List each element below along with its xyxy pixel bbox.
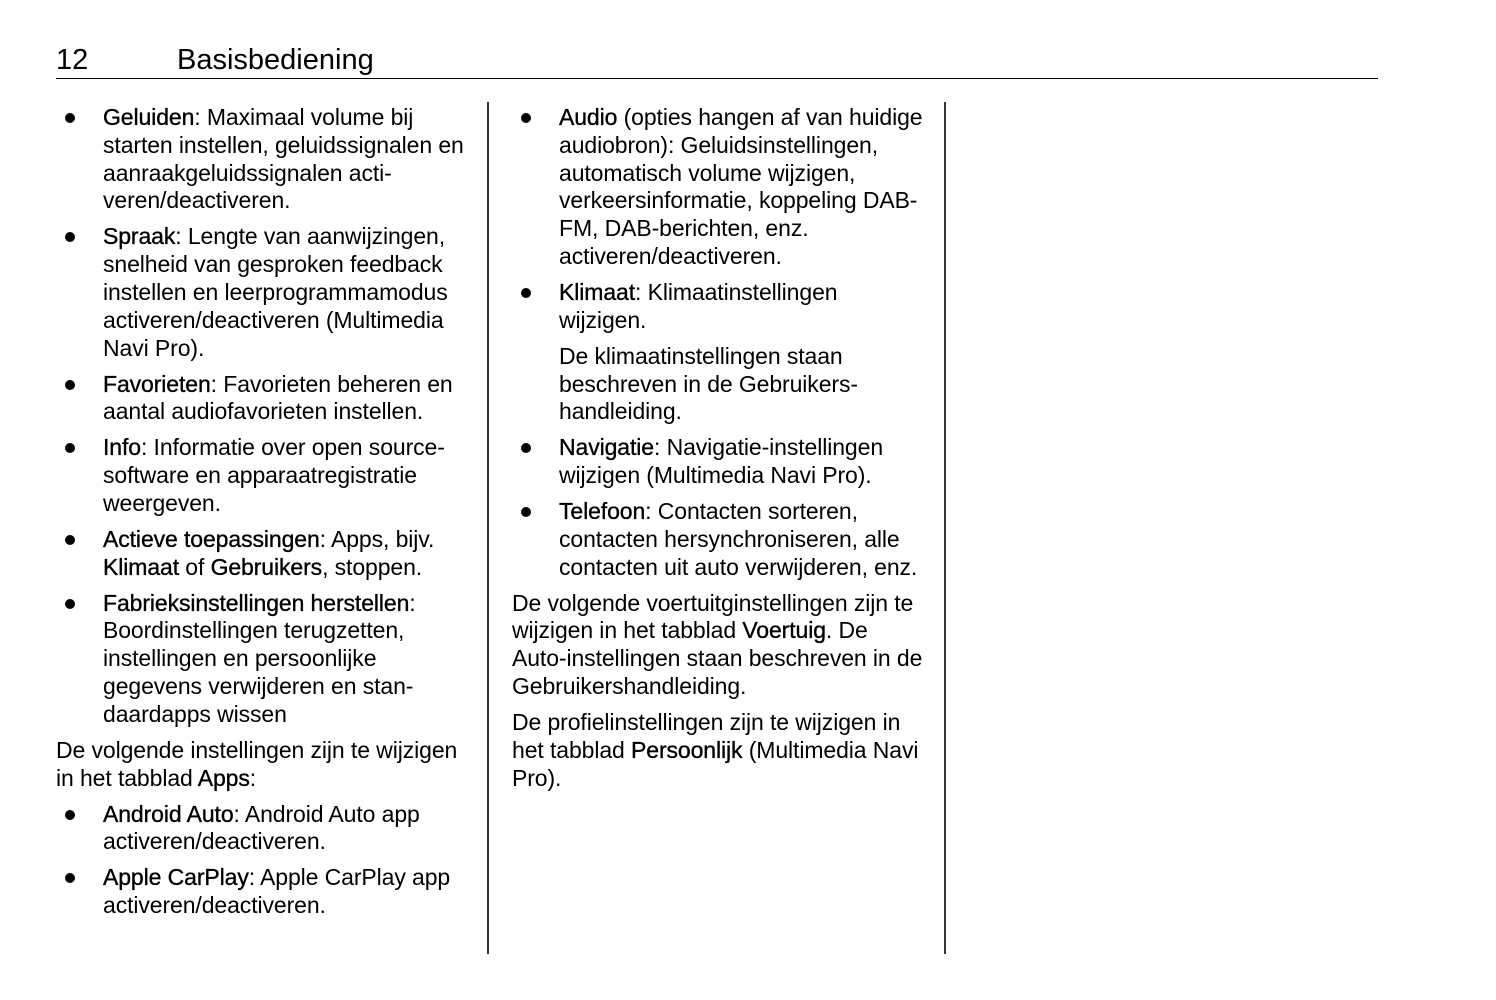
- list-item: [56, 526, 468, 582]
- paragraph-text: De profielinstellingen zijn te wijzigen in het tabblad: [512, 709, 901, 763]
- item-text: : Lengte van aanwijzingen, snelheid van gesproken feedback instellen en leerprogrammamodus activeren/deactiveren (Multimedia Navi Pro).: [103, 223, 448, 361]
- paragraph-text: :: [249, 764, 257, 791]
- bullet-icon: [65, 113, 75, 123]
- item-text: : Boordinstellingen terugzetten, instellingen en persoonlijke gegevens verwijderen en standaardapps wissen: [103, 589, 416, 727]
- bullet-icon: [65, 232, 75, 242]
- item-text: : Klimaatinstellingen wijzigen.: [559, 278, 838, 333]
- term: Android Auto: [103, 800, 234, 827]
- bullet-icon: [521, 507, 531, 517]
- bullet-icon: [65, 535, 75, 545]
- bullet-icon: [521, 113, 531, 123]
- item-text: (opties hangen af van huidige audiobron): Geluidsinstellingen, automatisch volume wijzigen, verkeersinformatie, koppeling DAB-FM, DAB-berichten, enz. activeren/deactiveren.: [559, 104, 923, 269]
- item-text: : Maximaal volume bij starten instellen, geluidssignalen en aanraakgeluidssignalen activeren/deactiveren.: [103, 104, 464, 214]
- bullet-icon: [65, 443, 75, 453]
- list-item: [56, 434, 468, 517]
- list-item: [56, 864, 468, 920]
- settings-list: [512, 104, 924, 582]
- bullet-icon: [65, 380, 75, 390]
- left-column: [56, 104, 468, 928]
- item-text: : Navigatie-instellingen wijzigen (Multimedia Navi Pro).: [559, 434, 884, 489]
- item-note: De klimaatinstellingen staan beschreven in de Gebruikershandleiding.: [559, 342, 859, 425]
- term: Klimaat: [103, 553, 179, 580]
- list-item: [56, 223, 468, 362]
- term: Gebruikers: [210, 553, 323, 580]
- column-divider: [944, 102, 946, 954]
- list-item: [512, 279, 924, 426]
- term: Spraak: [103, 223, 176, 250]
- bullet-icon: [521, 288, 531, 298]
- apps-list: [56, 801, 468, 920]
- middle-column: [512, 104, 924, 801]
- paragraph-text: De volgende instellingen zijn te wijzigen in het tabblad: [56, 736, 458, 791]
- page-title: Basisbediening: [177, 44, 374, 76]
- item-text: : Favorieten beheren en aantal audiofavorieten instellen.: [103, 370, 453, 425]
- item-text: of: [179, 553, 211, 580]
- bullet-icon: [65, 873, 75, 883]
- item-text: : Informatie over open source-software en apparaatregistratie weergeven.: [103, 434, 445, 516]
- list-item: [56, 801, 468, 857]
- bullet-icon: [521, 443, 531, 453]
- item-text: : Android Auto app activeren/deactiveren.: [103, 800, 420, 855]
- term: Favorieten: [103, 370, 211, 397]
- bullet-icon: [65, 599, 75, 609]
- paragraph: [512, 590, 924, 701]
- item-text: : Contacten sorteren, contacten hersynchroniseren, alle contacten uit auto verwijderen, enz.: [559, 498, 918, 580]
- term: Apps: [197, 764, 250, 791]
- term: Persoonlijk: [631, 736, 743, 763]
- paragraph-text: (Multimedia Navi Pro).: [512, 736, 919, 791]
- term: Klimaat: [559, 278, 635, 305]
- item-text: , stoppen.: [322, 553, 423, 580]
- list-item: [56, 104, 468, 215]
- column-divider: [487, 102, 489, 954]
- term: Apple CarPlay: [103, 864, 249, 891]
- list-item: [56, 371, 468, 427]
- page-number: 12: [56, 44, 89, 76]
- list-item: [512, 104, 924, 271]
- paragraph-text: De volgende voertuitginstellingen zijn te wijzigen in het tabblad: [512, 589, 914, 644]
- list-item: [512, 434, 924, 490]
- term: Voertuig: [742, 617, 826, 644]
- paragraph: [512, 709, 924, 792]
- term: Fabrieksinstellingen herstellen: [103, 589, 410, 616]
- term: Audio: [559, 104, 618, 130]
- term: Telefoon: [559, 498, 646, 525]
- bullet-icon: [65, 810, 75, 820]
- term: Info: [103, 434, 141, 461]
- paragraph-text: . De Auto-instellingen staan beschreven in de Gebruikershandleiding.: [512, 617, 923, 700]
- item-text: : Apps, bijv.: [319, 525, 435, 552]
- page-header: [56, 42, 1378, 79]
- list-item: [512, 498, 924, 581]
- term: Navigatie: [559, 434, 654, 461]
- settings-list: [56, 104, 468, 729]
- item-text: : Apple CarPlay app activeren/deactiveren.: [103, 864, 451, 919]
- paragraph: [56, 737, 468, 793]
- term: Geluiden: [103, 104, 195, 130]
- list-item: [56, 590, 468, 729]
- term: Actieve toepassingen: [103, 525, 320, 552]
